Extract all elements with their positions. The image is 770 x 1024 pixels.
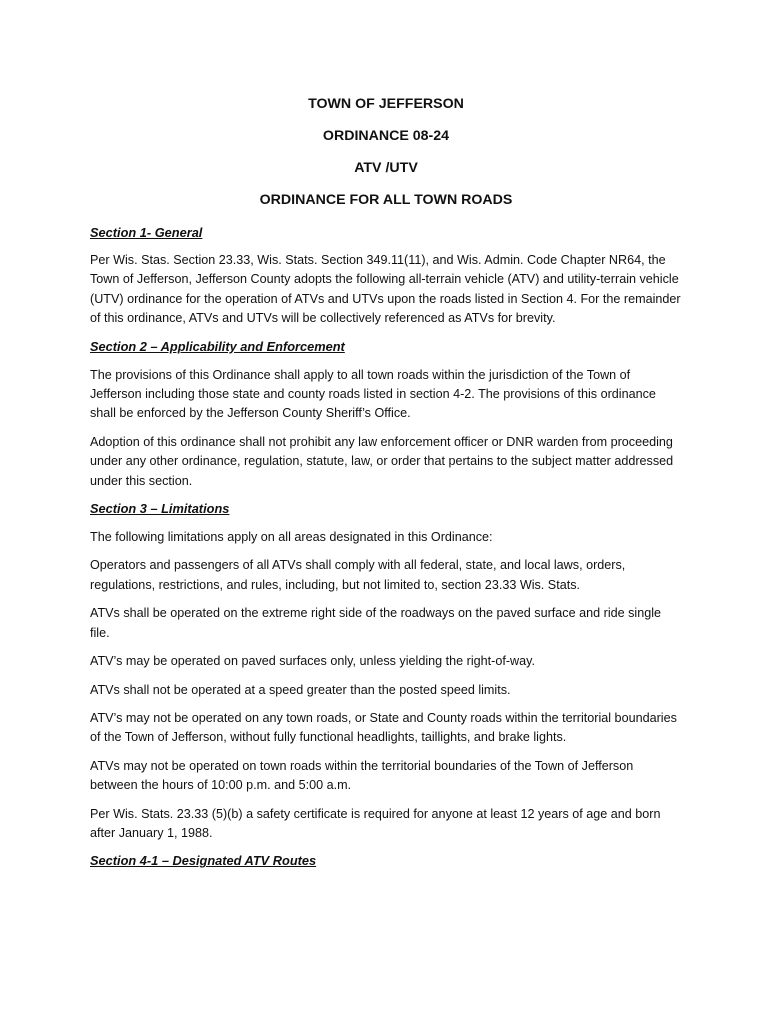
section-2-heading: Section 2 – Applicability and Enforcement — [90, 338, 345, 354]
section-2-paragraph-1: The provisions of this Ordinance shall apply to all town roads within the jurisdiction of the Town of Jefferson including those state and county roads listed in section 4-2. The provisions of this ordinance shall be enforced by the Jefferson County Sheriff’s Office. — [90, 367, 656, 421]
section-3-paragraph-6: ATV’s may not be operated on any town roads, or State and County roads within the territorial boundaries of the Town of Jefferson, without fully functional headlights, taillights, and brake lights. — [90, 710, 677, 745]
document-title-ordinance-number: ORDINANCE 08-24 — [322, 128, 450, 144]
section-3-paragraph-8: Per Wis. Stats. 23.33 (5)(b) a safety certificate is required for anyone at least 12 years of age and born after January 1, 1988. — [90, 806, 661, 840]
section-1-heading: Section 1- General — [90, 225, 203, 240]
document-title-subject: ATV /UTV — [354, 160, 418, 176]
section-2-paragraph-2: Adoption of this ordinance shall not prohibit any law enforcement officer or DNR warden from proceeding under any other ordinance, regulation, statute, law, or order that pertains to the subject matter addressed under this section. — [90, 434, 674, 488]
document-title-scope: ORDINANCE FOR ALL TOWN ROADS — [259, 192, 513, 208]
section-3-paragraph-3: ATVs shall be operated on the extreme right side of the roadways on the paved surface and ride single file. — [90, 606, 662, 640]
section-3-heading: Section 3 – Limitations — [90, 501, 230, 517]
section-1-paragraph-1: Per Wis. Stas. Section 23.33, Wis. Stats. Section 349.11(11), and Wis. Admin. Code Chapter NR64, the Town of Jefferson, Jefferson County adopts the following all-terrain vehicle (ATV) and utility-terrain vehicle (UTV) ordinance for the operation of ATVs and UTVs upon the roads listed in Section 4. For the remainder of this ordinance, ATVs and UTVs will be collectively referenced as ATVs for brevity. — [90, 253, 681, 326]
section-4-1-heading: Section 4-1 – Designated ATV Routes — [90, 853, 317, 869]
section-3-paragraph-5: ATVs shall not be operated at a speed greater than the posted speed limits. — [90, 682, 511, 697]
document-body — [90, 94, 682, 870]
section-3-paragraph-1: The following limitations apply on all areas designated in this Ordinance: — [90, 530, 493, 545]
section-3-paragraph-2: Operators and passengers of all ATVs shall comply with all federal, state, and local laws, orders, regulations, restrictions, and rules, including, but not limited to, section 23.33 Wis. Stats. — [90, 558, 626, 592]
section-3-paragraph-7: ATVs may not be operated on town roads within the territorial boundaries of the Town of Jefferson between the hours of 10:00 p.m. and 5:00 a.m. — [90, 758, 634, 793]
document-title-town: TOWN OF JEFFERSON — [308, 96, 464, 112]
section-3-paragraph-4: ATV’s may be operated on paved surfaces only, unless yielding the right-of-way. — [90, 654, 535, 669]
